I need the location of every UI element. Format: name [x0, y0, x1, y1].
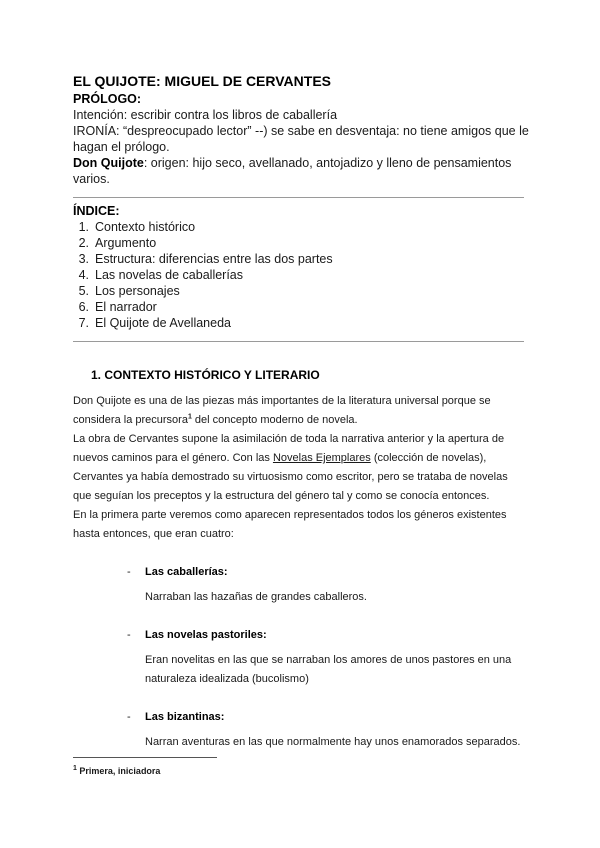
indice-item: 7. El Quijote de Avellaneda [78, 316, 231, 330]
ironia-line-1: IRONÍA: “despreocupado lector” --) se sabe en desventaja: no tiene amigos que le [73, 124, 529, 138]
indice-item: 4. Las novelas de caballerías [78, 268, 244, 282]
bullet-dash: - [127, 711, 131, 723]
genre-title: Las bizantinas: [145, 711, 225, 723]
prologo-heading: PRÓLOGO: [73, 92, 142, 106]
footnote-text: Primera, iniciadora [76, 766, 161, 776]
don-quijote-label: Don Quijote [73, 156, 144, 170]
genre-title: Las caballerías: [145, 566, 228, 578]
p3-line-2: hasta entonces, que eran cuatro: [73, 528, 234, 540]
novelas-ejemplares-link[interactable]: Novelas Ejemplares [272, 452, 371, 464]
don-quijote-desc: : origen: hijo seco, avellanado, antojadizo y lleno de pensamientos [143, 156, 512, 170]
divider-top [73, 197, 524, 198]
genre-desc: Narraban las hazañas de grandes caballeros. [145, 591, 367, 603]
indice-item: 1. Contexto histórico [78, 220, 196, 234]
bullet-dash: - [127, 629, 131, 641]
footnote-ref[interactable]: 1 [187, 413, 192, 421]
indice-item: 6. El narrador [78, 300, 157, 314]
p1-line-1: Don Quijote es una de las piezas más importantes de la literatura universal porque se [73, 395, 491, 407]
p2-line-4: que seguían los preceptos y la estructura del género tal y como se conocía entonces. [73, 490, 490, 502]
don-quijote-line-1 [73, 155, 511, 171]
indice-item: 3. Estructura: diferencias entre las dos partes [78, 252, 333, 266]
divider-bottom [73, 341, 524, 342]
p2-line-3: Cervantes ya había demostrado su virtuosismo como escritor, pero se trataba de novelas [73, 471, 508, 483]
footnote-number: 1 [73, 765, 77, 772]
footnote-separator [73, 757, 217, 758]
indice-list [73, 219, 333, 331]
section-heading: 1. CONTEXTO HISTÓRICO Y LITERARIO [91, 368, 320, 382]
ironia-line-2: hagan el prólogo. [73, 140, 170, 154]
genre-desc: naturaleza idealizada (bucolismo) [145, 673, 309, 685]
don-quijote-line-2: varios. [73, 172, 110, 186]
genre-desc: Eran novelitas en las que se narraban los amores de unos pastores en una [145, 654, 512, 666]
p2-line-1: La obra de Cervantes supone la asimilación de toda la narrativa anterior y la apertura de [73, 433, 505, 445]
p3-line-1: En la primera parte veremos como aparecen representados todos los géneros existentes [73, 509, 507, 521]
document-title: EL QUIJOTE: MIGUEL DE CERVANTES [73, 73, 332, 89]
intencion-line: Intención: escribir contra los libros de caballería [73, 108, 338, 122]
indice-heading: ÍNDICE: [73, 204, 120, 218]
indice-item: 5. Los personajes [78, 284, 180, 298]
bullet-dash: - [127, 566, 131, 578]
genre-desc: Narran aventuras en las que normalmente hay unos enamorados separados. [145, 736, 521, 748]
footnote [73, 765, 160, 777]
p2-line-2: nuevos caminos para el género. Con las Novelas Ejemplares (colección de novelas), [73, 452, 487, 464]
p1-line-2: considera la precursora$^1$ del concepto moderno de novela. [73, 413, 358, 426]
genre-title: Las novelas pastoriles: [145, 629, 267, 641]
indice-item: 2. Argumento [78, 236, 157, 250]
